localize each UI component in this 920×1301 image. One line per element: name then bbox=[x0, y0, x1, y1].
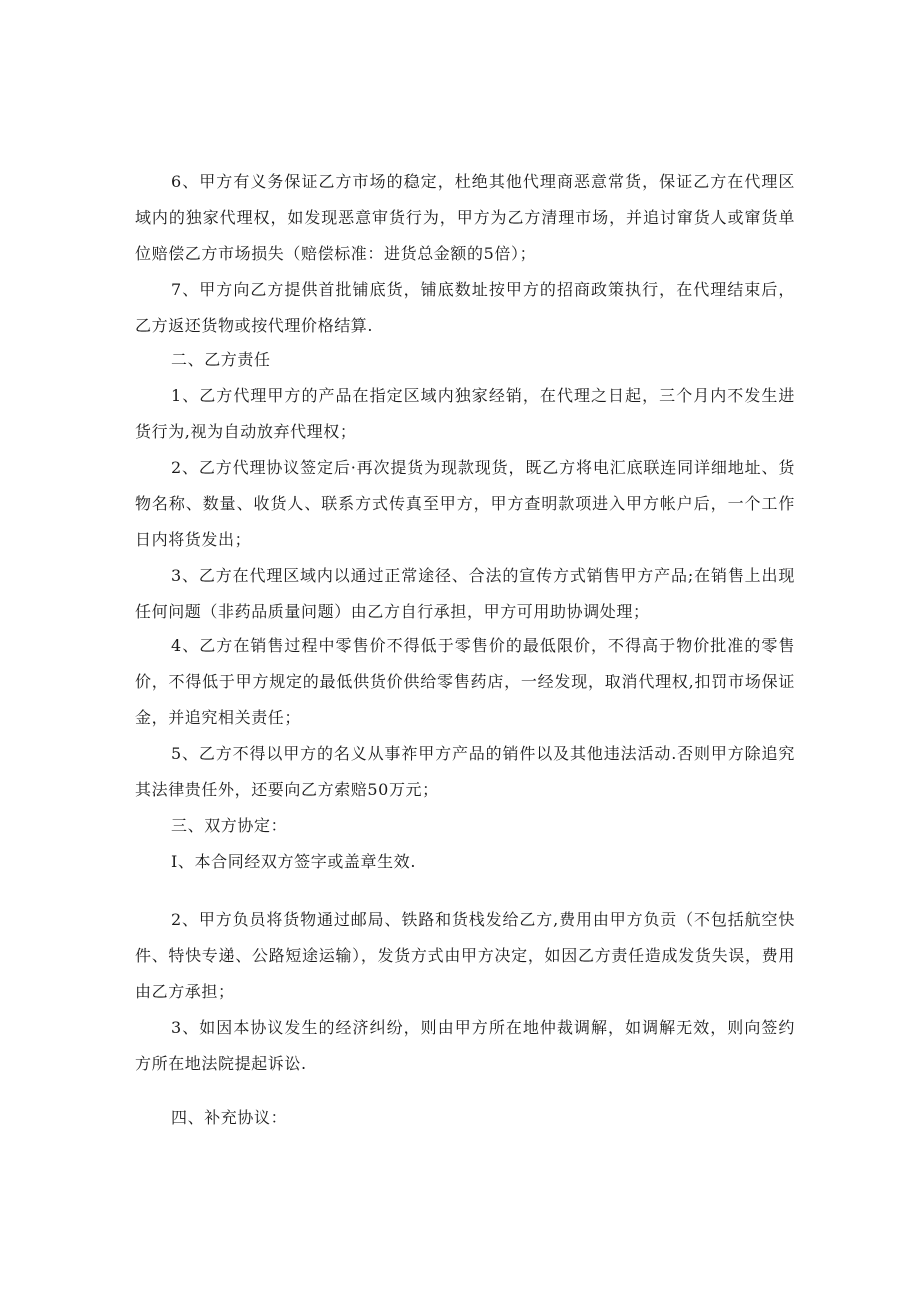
paragraph-b-clause-4: 4、乙方在销售过程中零售价不得低于零售价的最低限价，不得高于物价批准的零售价，不得低于甲方规定的最低供货价供给零售药店，一经发现，取消代理权,扣罚市场保证金，并追究相关责任； bbox=[135, 636, 795, 727]
paragraph-mutual-clause-1: I、本合同经双方签字或盖章生效. bbox=[171, 852, 417, 871]
paragraph-b-clause-1: 1、乙方代理甲方的产品在指定区域内独家经销，在代理之日起，三个月内不发生进货行为,视为自动放弃代理权； bbox=[135, 386, 795, 441]
section-heading-mutual: 三、双方协定： bbox=[171, 816, 288, 835]
paragraph-clause-6: 6、甲方有义务保证乙方市场的稳定，杜绝其他代理商恶意常货，保证乙方在代理区域内的独家代理权，如发现恶意审货行为，甲方为乙方清理市场，并追讨窜货人或窜货单位赔偿乙方市场损失（赔偿标准：进货总金额的5倍）； bbox=[135, 172, 795, 263]
paragraph-clause-7: 7、甲方向乙方提供首批铺底货，铺底数址按甲方的招商政策执行，在代理结束后，乙方返还货物或按代理价格结算. bbox=[135, 280, 795, 335]
paragraph-mutual-clause-2: 2、甲方负员将货物通过邮局、铁路和货栈发给乙方,费用由甲方负贡（不包括航空快件、特快专递、公路短途运输），发货方式由甲方决定，如因乙方责任造成发货失误，费用由乙方承担； bbox=[135, 910, 795, 1001]
section-heading-supplement: 四、补充协议： bbox=[171, 1108, 288, 1127]
paragraph-b-clause-5: 5、乙方不得以甲方的名义从事祚甲方产品的销件以及其他违法活动.否则甲方除追究其法律贵任外，还要向乙方索赔50万元； bbox=[135, 744, 795, 799]
paragraph-b-clause-2: 2、乙方代理协议签定后·再次提货为现款现货，既乙方将电汇底联连同详细地址、货物名称、数量、收货人、联系方式传真至甲方，甲方查明款项进入甲方帐户后，一个工作日内将货发出； bbox=[135, 458, 795, 549]
paragraph-b-clause-3: 3、乙方在代理区域内以通过正常途径、合法的宣传方式销售甲方产品;在销售上出现任何问题（非药品质量问题）由乙方自行承担，甲方可用助协调处理； bbox=[135, 566, 795, 621]
section-heading-party-b: 二、乙方责任 bbox=[171, 350, 271, 369]
paragraph-mutual-clause-3: 3、如因本协议发生的经济纠纷，则由甲方所在地仲裁调解，如调解无效，则向签约方所在地法院提起诉讼. bbox=[135, 1018, 795, 1073]
